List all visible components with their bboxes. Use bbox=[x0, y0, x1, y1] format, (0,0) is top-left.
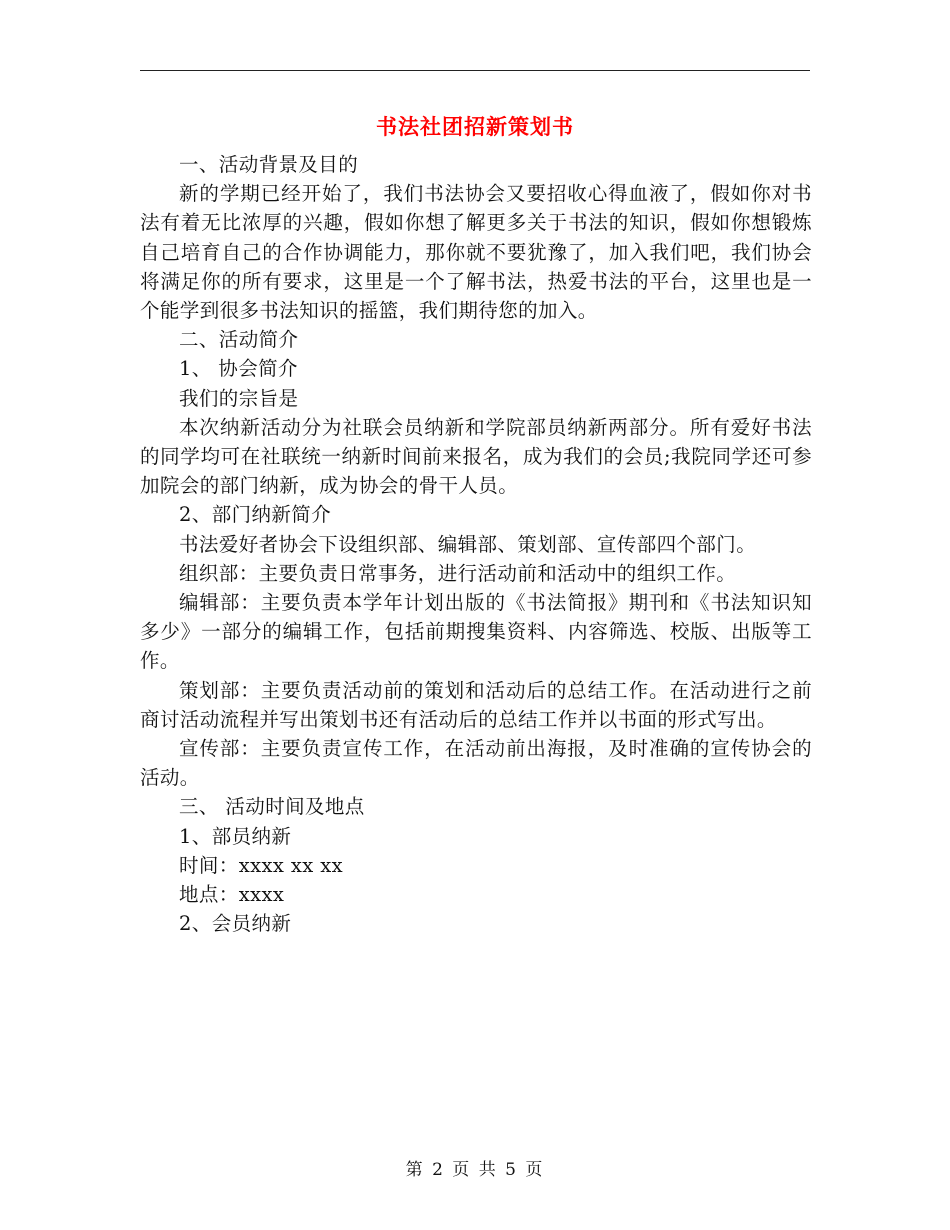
subheading-member-recruit: 1、部员纳新 bbox=[179, 824, 292, 848]
paragraph-planning-dept: 策划部：主要负责活动前的策划和活动后的总结工作。在活动进行之前商讨活动流程并写出策划书还有活动后的总结工作并以书面的形式写出。 bbox=[140, 678, 812, 731]
subheading-association-intro: 1、 协会简介 bbox=[179, 357, 298, 381]
paragraph-time: 时间：xxxx xx xx bbox=[179, 853, 344, 877]
header-rule bbox=[140, 70, 810, 71]
paragraph-location: 地点：xxxx bbox=[179, 883, 285, 907]
heading-background: 一、活动背景及目的 bbox=[179, 153, 359, 176]
subheading-department-intro: 2、部门纳新简介 bbox=[179, 503, 332, 527]
paragraph-organization-dept: 组织部：主要负责日常事务，进行活动前和活动中的组织工作。 bbox=[179, 561, 737, 585]
paragraph-departments-list: 书法爱好者协会下设组织部、编辑部、策划部、宣传部四个部门。 bbox=[179, 532, 757, 556]
page-number: 第 2 页 共 5 页 bbox=[405, 1160, 545, 1180]
heading-time-location: 三、 活动时间及地点 bbox=[179, 795, 365, 819]
document-body bbox=[140, 150, 812, 938]
paragraph-background-text: 新的学期已经开始了，我们书法协会又要招收心得血液了，假如你对书法有着无比浓厚的兴趣，假如你想了解更多关于书法的知识，假如你想锻炼自己培育自己的合作协调能力，那你就不要犹豫了，加入我们吧，我们协会将满足你的所有要求，这里是一个了解书法，热爱书法的平台，这里也是一个能学到很多书法知识的摇篮，我们期待您的加入。 bbox=[140, 182, 812, 323]
paragraph-purpose: 我们的宗旨是 bbox=[179, 386, 299, 410]
paragraph-editing-dept: 编辑部：主要负责本学年计划出版的《书法简报》期刊和《书法知识知多少》一部分的编辑工作，包括前期搜集资料、内容筛选、校版、出版等工作。 bbox=[140, 591, 812, 673]
paragraph-publicity-dept: 宣传部：主要负责宣传工作，在活动前出海报，及时准确的宣传协会的活动。 bbox=[140, 737, 812, 790]
document-title: 书法社团招新策划书 bbox=[376, 114, 574, 139]
paragraph-recruitment-overview: 本次纳新活动分为社联会员纳新和学院部员纳新两部分。所有爱好书法的同学均可在社联统一纳新时间前来报名，成为我们的会员;我院同学还可参加院会的部门纳新，成为协会的骨干人员。 bbox=[140, 415, 812, 498]
subheading-association-member-recruit: 2、会员纳新 bbox=[179, 912, 292, 936]
heading-activity-intro: 二、活动简介 bbox=[179, 328, 299, 352]
